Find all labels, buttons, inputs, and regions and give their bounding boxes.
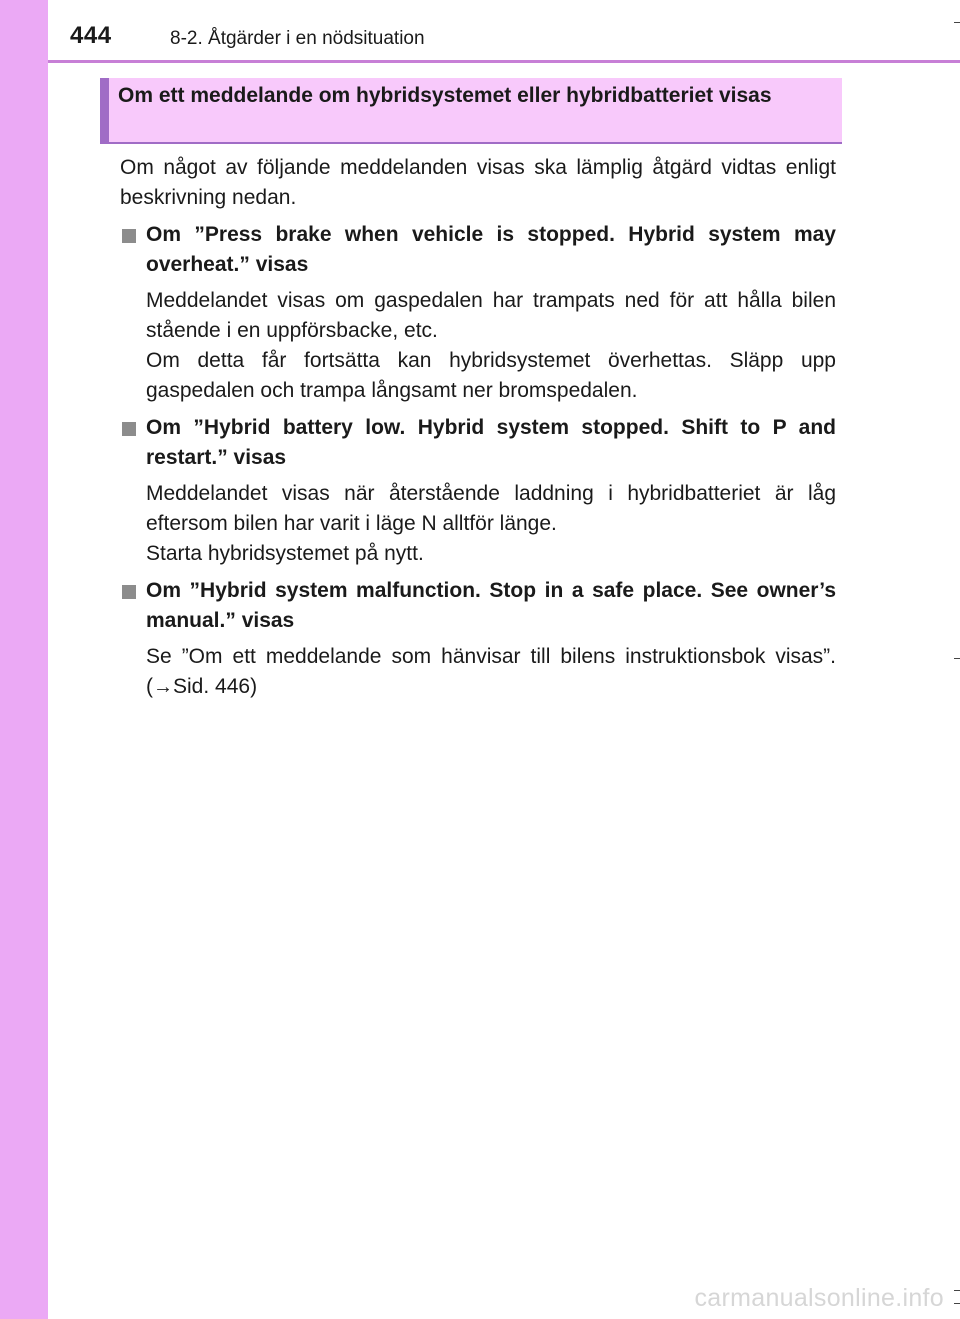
body-text-suffix: ) xyxy=(250,675,258,698)
square-bullet-icon xyxy=(122,585,136,599)
body-text: Se ”Om ett meddelande som hänvisar till bilens instruktionsbok visas”. ( xyxy=(146,645,836,698)
message-item-heading: Om ”Hybrid battery low. Hybrid system stopped. Shift to P and restart.” visas xyxy=(146,416,836,469)
message-item xyxy=(120,413,836,569)
header-divider xyxy=(48,60,960,63)
side-tab-strip xyxy=(0,0,48,1319)
page-reference-link[interactable]: Sid. 446 xyxy=(173,675,251,698)
intro-paragraph: Om något av följande meddelanden visas ska lämplig åtgärd vidtas enligt beskrivning nedan. xyxy=(120,156,836,209)
square-bullet-icon xyxy=(122,422,136,436)
body-line: Om detta får fortsätta kan hybridsystemet överhettas. Släpp upp gaspedalen och trampa långsamt ner bromspedalen. xyxy=(146,349,836,402)
section-title: Om ett meddelande om hybridsystemet eller hybridbatteriet visas xyxy=(118,84,772,107)
section-heading-box xyxy=(100,78,842,144)
message-item-body xyxy=(146,286,836,406)
square-bullet-icon xyxy=(122,229,136,243)
message-item-body xyxy=(146,642,836,702)
message-item-heading: Om ”Press brake when vehicle is stopped. Hybrid system may overheat.” visas xyxy=(146,223,836,276)
message-item-heading: Om ”Hybrid system malfunction. Stop in a safe place. See owner’s manual.” visas xyxy=(146,579,836,632)
crop-mark xyxy=(954,658,960,659)
crop-mark xyxy=(954,22,960,23)
body-line: Meddelandet visas när återstående laddning i hybridbatteriet är låg eftersom bilen har varit i läge N alltför länge. xyxy=(146,482,836,535)
message-item-body xyxy=(146,479,836,569)
crop-mark xyxy=(954,1290,960,1291)
main-content xyxy=(120,153,836,702)
arrow-right-icon: → xyxy=(153,676,173,698)
watermark: carmanualsonline.info xyxy=(694,1284,944,1312)
message-item xyxy=(120,220,836,406)
page-number: 444 xyxy=(70,22,112,49)
crop-mark xyxy=(954,1303,960,1304)
body-line: Meddelandet visas om gaspedalen har trampats ned för att hålla bilen stående i en uppförsbacke, etc. xyxy=(146,289,836,342)
message-item xyxy=(120,576,836,702)
body-line: Starta hybridsystemet på nytt. xyxy=(146,542,424,565)
chapter-title: 8-2. Åtgärder i en nödsituation xyxy=(170,28,425,49)
